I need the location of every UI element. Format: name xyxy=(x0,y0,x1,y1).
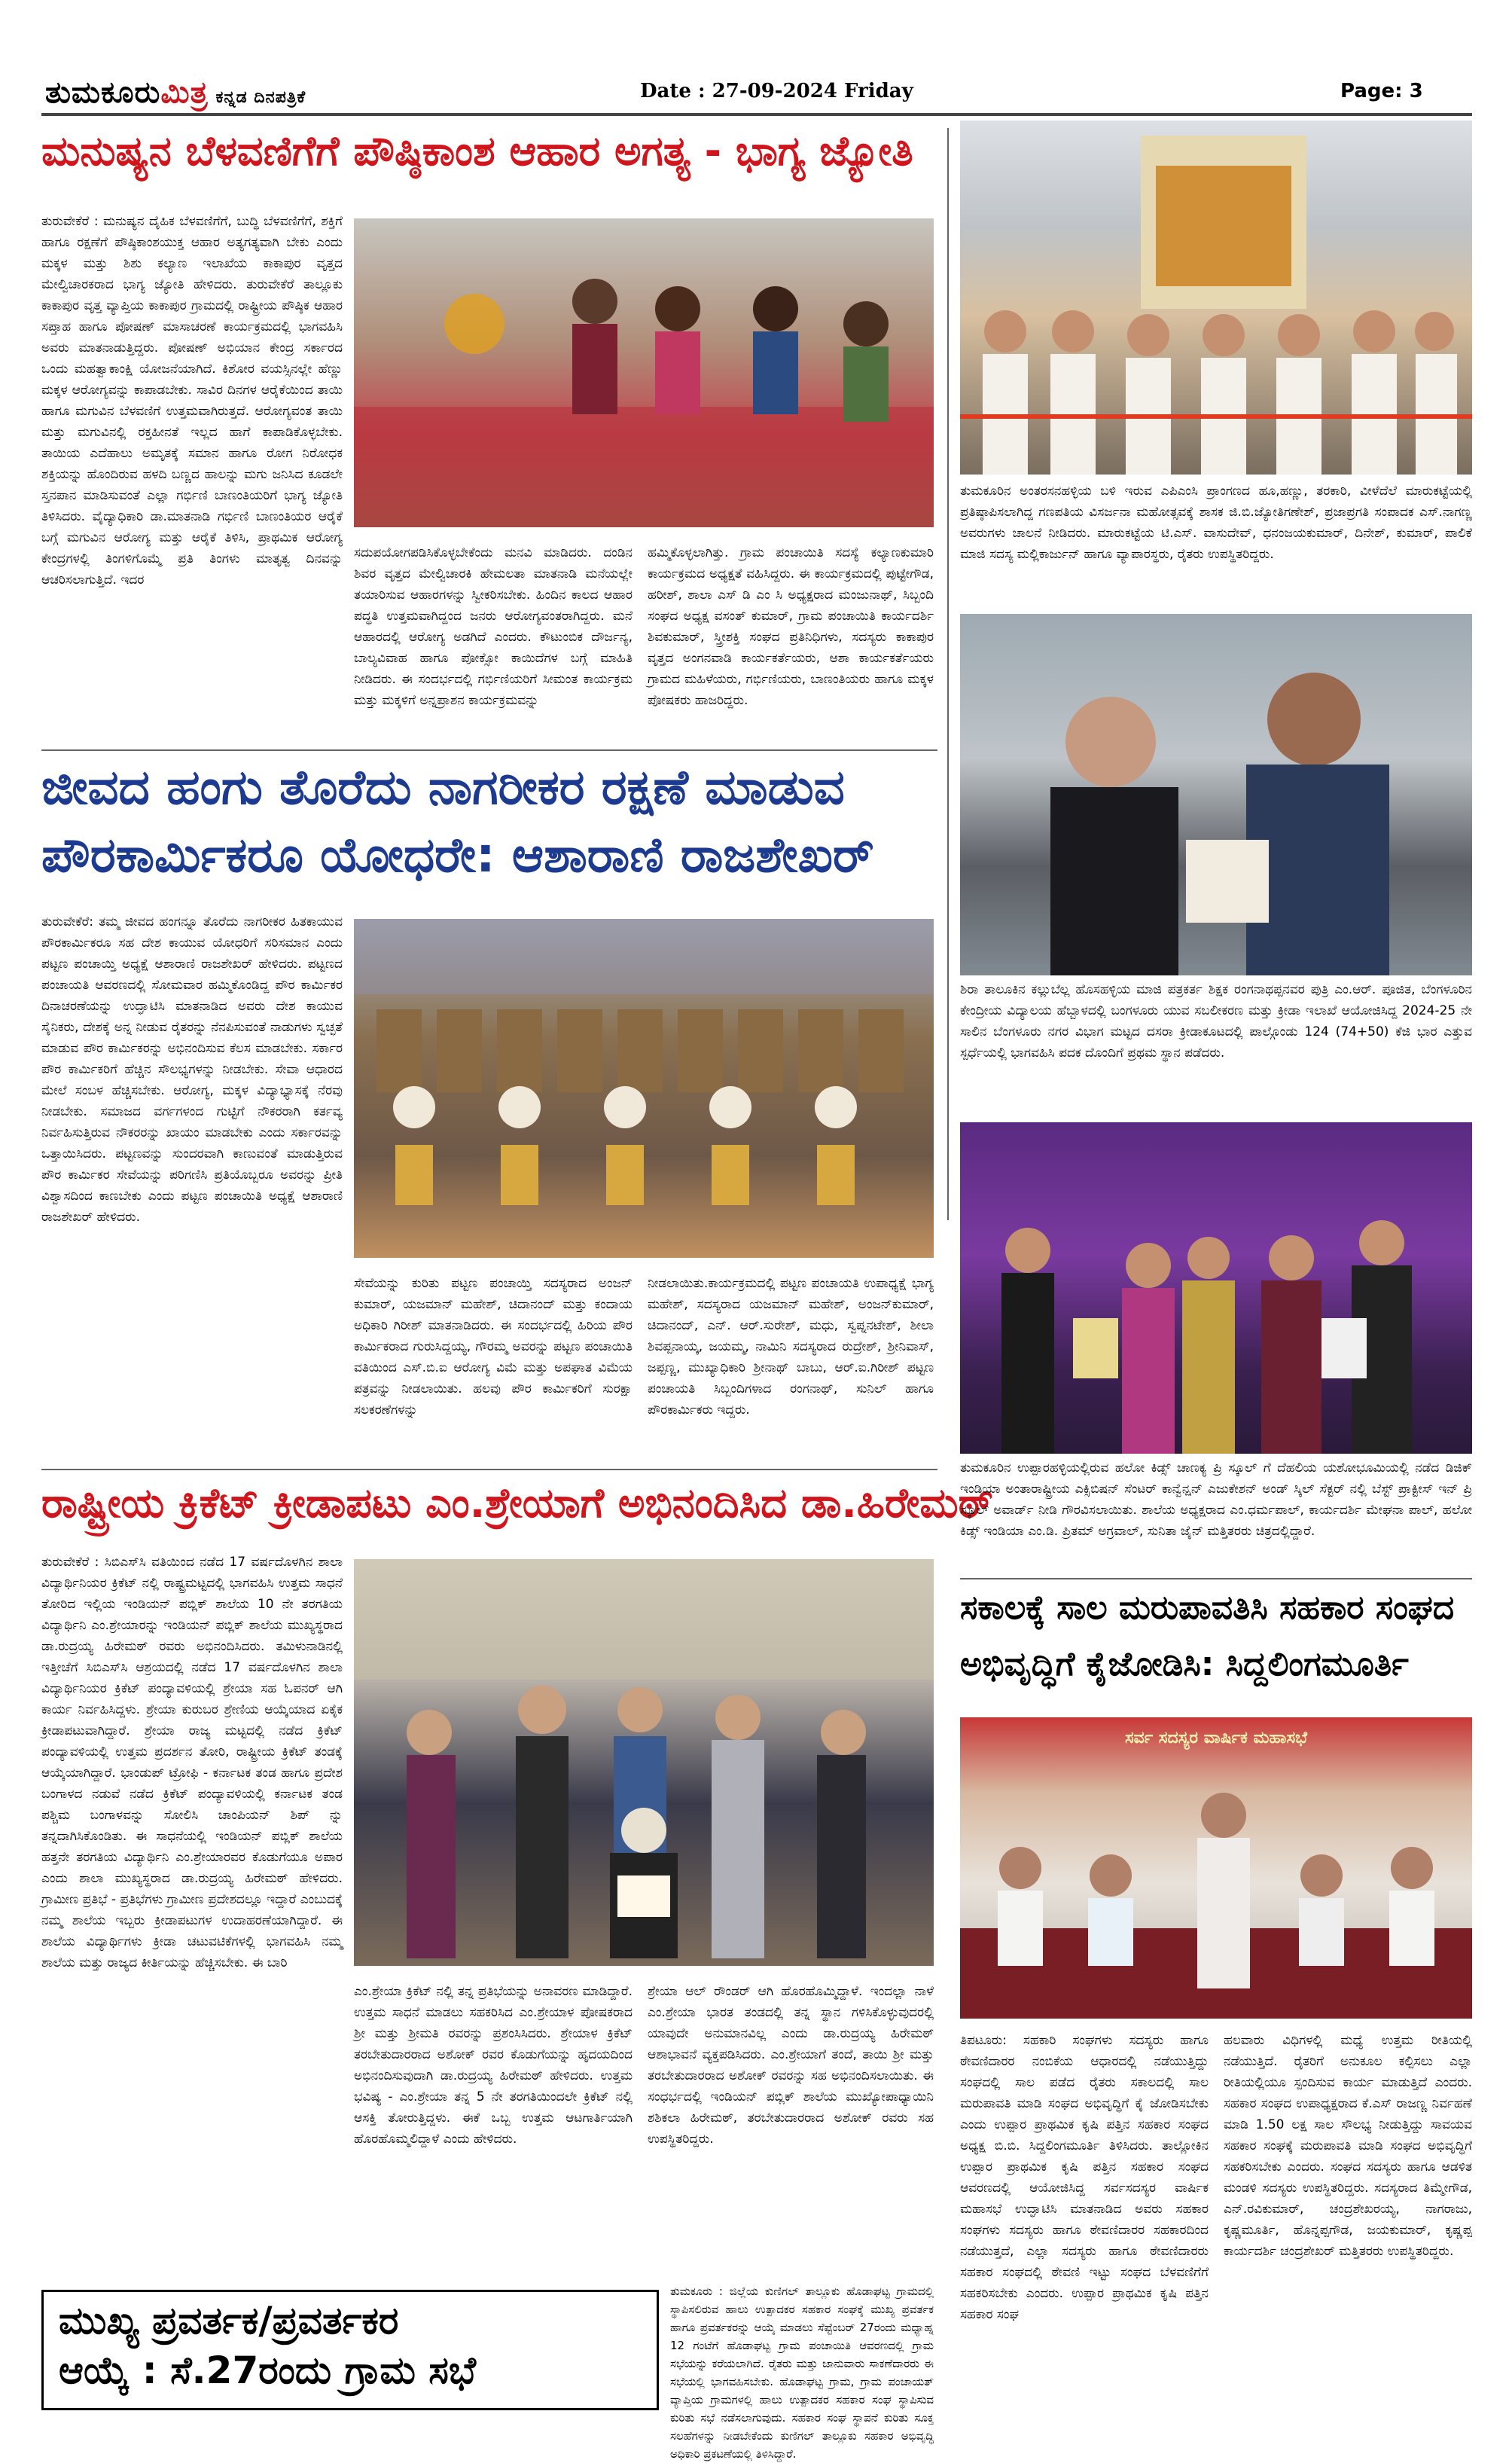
page-number: Page: 3 xyxy=(1340,80,1423,102)
article2-column-1: ತುರುವೇಕೆರೆ: ತಮ್ಮ ಜೀವದ ಹಂಗನ್ನೂ ತೊರೆದು ನಾಗರೀಕರ ಹಿತಕಾಯುವ ಪೌರಕಾರ್ಮಿಕರೂ ಸಹ ದೇಶ ಕಾಯುವ ಯೋಧರಿಗೆ ಸರಿಸಮಾನ ಎಂದು ಪಟ್ಟಣ ಪಂಚಾಯ್ತಿ ಅಧ್ಯಕ್ಷೆ ಆಶಾರಾಣಿ ರಾಜಶೇಖರ್ ಹೇಳಿದರು. ಪಟ್ಟಣದ ಪಂಚಾಯತಿ ಆವರಣದಲ್ಲಿ ಸೋಮವಾರ ಹಮ್ಮಿಕೊಂಡಿದ್ದ ಪೌರ ಕಾರ್ಮಿಕರ ದಿನಾಚರಣೆಯನ್ನು ಉದ್ಘಾಟಿಸಿ ಮಾತನಾಡಿದ ಅವರು ದೇಶ ಕಾಯುವ ಸೈನಿಕರು, ದೇಶಕ್ಕೆ ಅನ್ನ ನೀಡುವ ರೈತರನ್ನು ನೆನಪಿಸುವಂತೆ ನಾಡುಗಳು ಸ್ವಚ್ಛತೆ ಮಾಡುವ ಪೌರ ಕಾರ್ಮಿಕರನ್ನು ಅಭಿನಂದಿಸುವ ಕೆಲಸ ಮಾಡಬೇಕು. ಸರ್ಕಾರ ಪೌರ ಕಾರ್ಮಿಕರಿಗೆ ಹೆಚ್ಚಿನ ಸೌಲಭ್ಯಗಳನ್ನು ನೀಡಬೇಕು. ಸೇವಾ ಆಧಾರದ ಮೇಲೆ ಸಂಬಳ ಹೆಚ್ಚಿಸಬೇಕು. ಆರೋಗ್ಯ, ಮಕ್ಕಳ ವಿದ್ಯಾಭ್ಯಾಸಕ್ಕೆ ನೆರವು ನೀಡಬೇಕು. ಸಮಾಜದ ವರ್ಗಗಳಂದ ಗುಟ್ಟಿಗೆ ನೌಕರರಾಗಿ ಕರ್ತವ್ಯ ನಿರ್ವಹಿಸುತ್ತಿರುವ ನೌಕರರನ್ನು ಖಾಯಂ ಮಾಡಬೇಕು ಎಂದು ಸರ್ಕಾರವನ್ನು ಒತ್ತಾಯಿಸಿದರು. ಪಟ್ಟಣವನ್ನು ಸುಂದರವಾಗಿ ಕಾಣುವಂತೆ ಮಾಡುತ್ತಿರುವ ಪೌರ ಕಾರ್ಮಿಕರ ಸೇವೆಯನ್ನು ಪರಿಗಣಿಸಿ ಪ್ರತಿಯೊಬ್ಬರೂ ಅವರನ್ನು ಪ್ರೀತಿ ವಿಶ್ವಾಸದಿಂದ ಕಾಣಬೇಕು ಎಂದು ಪಟ್ಟಣ ಪಂಚಾಯಿತಿ ಅಧ್ಯಕ್ಷೆ ಆಶಾರಾಣಿ ರಾಜಶೇಖರ್ ಹೇಳಿದರು. xyxy=(41,914,343,1225)
article2-column-3: ನೀಡಲಾಯಿತು.ಕಾರ್ಯಕ್ರಮದಲ್ಲಿ ಪಟ್ಟಣ ಪಂಚಾಯತಿ ಉಪಾಧ್ಯಕ್ಷೆ ಭಾಗ್ಯ ಮಹೇಶ್, ಸದಸ್ಯರಾದ ಯಜಮಾನ್ ಮಹೇಶ್, ಅಂಜನ್‌ಕುಮಾರ್, ಚಿದಾನಂದ್, ಎನ್. ಆರ್.ಸುರೇಶ್, ಮಧು, ಸ್ವಪ್ನನಟೇಶ್, ಶೀಲಾ ಶಿವಪ್ಪನಾಯ್ಕ, ಜಯಮ್ಮ, ನಾಮಿನಿ ಸದಸ್ಯರಾದ ರುದ್ರೇಶ್, ಶ್ರೀನಿವಾಸ್, ಜಪ್ಪಣ್ಣ, ಮುಖ್ಯಾಧಿಕಾರಿ ಶ್ರೀನಾಥ್ ಬಾಬು, ಆರ್.ಐ.ಗಿರೀಶ್ ಪಟ್ಟಣ ಪಂಚಾಯತಿ ಸಿಬ್ಬಂದಿಗಳಾದ ರಂಗನಾಥ್, ಸುನಿಲ್ ಹಾಗೂ ಪೌರಕಾರ್ಮಿಕರು ಇದ್ದರು. xyxy=(648,1276,934,1418)
article4-headline-line2: ಆಯ್ಕೆ : ಸೆ.27ರಂದು ಗ್ರಾಮ ಸಭೆ xyxy=(59,2349,476,2392)
hello-kids-photo-art xyxy=(960,1122,1472,1454)
article4-body: ತುಮಕೂರು : ಜಿಲ್ಲೆಯ ಕುಣಿಗಲ್ ತಾಲ್ಲೂಕು ಹೊಡಾಘಟ್ಟ ಗ್ರಾಮದಲ್ಲಿ ಸ್ಥಾಪಿಸಲಿರುವ ಹಾಲು ಉತ್ಪಾದಕರ ಸಹಕಾರ ಸಂಘಕ್ಕೆ ಮುಖ್ಯ ಪ್ರವರ್ತಕ ಹಾಗೂ ಪ್ರವರ್ತಕರನ್ನು ಆಯ್ಕೆ ಮಾಡಲು ಸೆಪ್ಟೆಂಬರ್ 27ರಂದು ಮಧ್ಯಾಹ್ನ 12 ಗಂಟೆಗೆ ಹೊಡಾಘಟ್ಟ ಗ್ರಾಮ ಪಂಚಾಯಿತಿ ಆವರಣದಲ್ಲಿ ಗ್ರಾಮ ಸಭೆಯನ್ನು ಕರೆಯಲಾಗಿದೆ. ರೈತರು ಮತ್ತು ಜಾನುವಾರು ಸಾಕಣೆದಾರರು ಈ ಸಭೆಯಲ್ಲಿ ಭಾಗವಹಿಸಬೇಕು. ಹೊಡಾಘಟ್ಟ ಗ್ರಾಮ, ಗ್ರಾಮ ಪಂಚಾಯತ್ ವ್ಯಾಪ್ತಿಯ ಗ್ರಾಮಗಳಲ್ಲಿ ಹಾಲು ಉತ್ಪಾದಕರ ಸಹಕಾರ ಸಂಘ ಸ್ಥಾಪಿಸುವ ಕುರಿತು ಸಭೆ ನಡೆಸಲಾಗುವುದು. ಸಹಕಾರ ಸಂಘ ಸ್ಥಾಪನೆ ಕುರಿತು ಸೂಕ್ತ ಸಲಹೆಗಳನ್ನು ನೀಡಬೇಕೆಂದು ಕುಣಿಗಲ್ ತಾಲ್ಲೂಕು ಸಹಕಾರ ಅಭಿವೃದ್ಧಿ ಅಧಿಕಾರಿ ಪ್ರಕಟಣೆಯಲ್ಲಿ ತಿಳಿಸಿದ್ದಾರೆ. xyxy=(670,2284,934,2461)
article1-column-1: ತುರುವೇಕೆರೆ : ಮನುಷ್ಯನ ದೈಹಿಕ ಬೆಳವಣಿಗೆಗೆ, ಬುದ್ಧಿ ಬೆಳವಣಿಗೆಗೆ, ಶಕ್ತಿಗೆ ಹಾಗೂ ರಕ್ಷಣೆಗೆ ಪೌಷ್ಠಿಕಾಂಶಯುಕ್ತ ಆಹಾರ ಅತ್ಯಗತ್ಯವಾಗಿ ಬೇಕು ಎಂದು ಮಕ್ಕಳ ಮತ್ತು ಶಿಶು ಕಲ್ಯಾಣ ಇಲಾಖೆಯ ಕಾಕಾಪುರ ವೃತ್ತದ ಮೇಲ್ವಿಚಾರಕರಾದ ಭಾಗ್ಯ ಜ್ಯೋತಿ ಹೇಳಿದರು. ತುರುವೇಕೆರೆ ತಾಲ್ಲೂಕು ಕಾಕಾಪುರ ವೃತ್ತ ವ್ಯಾಪ್ತಿಯ ಕಾಕಾಪುರ ಗ್ರಾಮದಲ್ಲಿ ರಾಷ್ಟ್ರೀಯ ಪೌಷ್ಠಿಕ ಆಹಾರ ಸಪ್ತಾಹ ಹಾಗೂ ಪೋಷಣ್ ಮಾಸಾಚರಣೆ ಕಾರ್ಯಕ್ರಮದಲ್ಲಿ ಭಾಗವಹಿಸಿ ಅವರು ಮಾತನಾಡುತ್ತಿದ್ದರು. ಪೋಷಣ್ ಅಭಿಯಾನ ಕೇಂದ್ರ ಸರ್ಕಾರದ ಒಂದು ಮಹತ್ವಾಕಾಂಕ್ಷಿ ಯೋಜನೆಯಾಗಿದೆ. ಕಿಶೋರ ವಯಸ್ಸಿನಲ್ಲೇ ಹೆಣ್ಣು ಮಕ್ಕಳ ಆರೋಗ್ಯವನ್ನು ಕಾಪಾಡಬೇಕು. ಸಾವಿರ ದಿನಗಳ ಆರೈಕೆಯಿಂದ ತಾಯಿ ಹಾಗೂ ಮಗುವಿನ ಬೆಳವಣಿಗೆ ಉತ್ತಮವಾಗಿರುತ್ತದೆ. ಆರೋಗ್ಯವಂತ ತಾಯಿ ಮತ್ತು ಮಗುವಿನಲ್ಲಿ ರಕ್ತಹೀನತೆ ಇಲ್ಲದ ಹಾಗೆ ಕಾಪಾಡಿಕೊಳ್ಳಬೇಕು. ತಾಯಿಯ ಎದೆಹಾಲು ಅಮೃತಕ್ಕೆ ಸಮಾನ ಹಾಗೂ ರೋಗ ನಿರೋಧಕ ಶಕ್ತಿಯನ್ನು ಹೊಂದಿರುವ ಹಳದಿ ಬಣ್ಣದ ಹಾಲನ್ನು ಮಗು ಜನಿಸಿದ ಕೂಡಲೇ ಸ್ತನಪಾನ ಮಾಡಿಸುವಂತೆ ಎಲ್ಲಾ ಗರ್ಭಿಣಿ ಬಾಣಂತಿಯರಿಗೆ ಭಾಗ್ಯ ಜ್ಯೋತಿ ತಿಳಿಸಿದರು. ವೈದ್ಯಾಧಿಕಾರಿ ಡಾ.ಮಾತನಾಡಿ ಗರ್ಭಿಣಿ ಬಾಣಂತಿಯರ ಆರೈಕೆ ಬಗ್ಗೆ ಮಗುವಿನ ಆರೋಗ್ಯ ಮತ್ತು ಆರೈಕೆ ತಿಳಿಸಿ, ಪ್ರಾಥಮಿಕ ಆರೋಗ್ಯ ಕೇಂದ್ರಗಳಲ್ಲಿ ತಿಂಗಳಿಗೊಮ್ಮೆ ಪ್ರತಿ ತಿಂಗಳು ಮಾತೃತ್ವ ದಿನವನ್ನು ಆಚರಿಸಲಾಗುತ್ತಿದೆ. ಇದರ xyxy=(41,214,343,588)
article3-column-3: ಶ್ರೇಯಾ ಆಲ್ ರೌಂಡರ್ ಆಗಿ ಹೊರಹೊಮ್ಮಿದ್ದಾಳೆ. ಇಂದಲ್ಲಾ ನಾಳೆ ಎಂ.ಶ್ರೇಯಾ ಭಾರತ ತಂಡದಲ್ಲಿ ತನ್ನ ಸ್ಥಾನ ಗಳಿಸಿಕೊಳ್ಳುವುದರಲ್ಲಿ ಯಾವುದೇ ಅನುಮಾನವಿಲ್ಲ ಎಂದು ಡಾ.ರುದ್ರಯ್ಯ ಹಿರೇಮಠ್ ಆಶಾಭಾವನೆ ವ್ಯಕ್ತಪಡಿಸಿದರು. ಎಂ.ಶ್ರೇಯಾಗೆ ತಂದೆ, ತಾಯಿ ಶ್ರೀ ಮತ್ತು ತರಬೇತುದಾರರಾದ ಅಶೋಕ್ ರವರನ್ನು ಸಹ ಅಭಿನಂದಿಸಲಾಯಿತು. ಈ ಸಂಧರ್ಭದಲ್ಲಿ ಇಂಡಿಯನ್ ಪಬ್ಲಿಕ್ ಶಾಲೆಯ ಮುಖ್ಯೋಪಾಧ್ಯಾಯಿನಿ ಶಶಿಕಲಾ ಹಿರೇಮಠ್, ತರಬೇತುದಾರರಾದ ಅಶೋಕ್ ರವರು ಸಹ ಉಪಸ್ಥಿತರಿದ್ದರು. xyxy=(648,1984,934,2147)
pourakarmika-felicitation-photo xyxy=(354,919,934,1258)
hello-kids-caption: ತುಮಕೂರಿನ ಉಪ್ಪಾರಹಳ್ಳಿಯಲ್ಲಿರುವ ಹಲೋ ಕಿಡ್ಸ್ ಚಾಣಕ್ಯ ಪ್ರಿ ಸ್ಕೂಲ್ ಗೆ ದೆಹಲಿಯ ಯಶೋಭೂಮಿಯಲ್ಲಿ ನಡೆದ ಡಿಜಿಕ್ ಇಂಡಿಯಾ ಅಂತಾರಾಷ್ಟ್ರೀಯ ಎಕ್ಸಿಬಿಷನ್ ಸೆಂಟರ್ ಕಾನ್ವೆನ್ಷನ್ ಎಜುಕೇಶನ್ ಅಂಡ್ ಸ್ಕಿಲ್ ಸೆಕ್ಟರ್ ನಲ್ಲಿ ಬೆಸ್ಟ್ ಪ್ರಾಕ್ಟೀಸ್ ಇನ್ ಪ್ರಿ ಸ್ಕೂಲ್ ಅವಾರ್ಡ್ ನೀಡಿ ಗೌರವಿಸಲಾಯಿತು. ಶಾಲೆಯ ಅಧ್ಯಕ್ಷರಾದ ಎಂ.ಧರ್ಮಪಾಲ್, ಕಾರ್ಯದರ್ಶಿ ಮೇಘನಾ ಪಾಲ್, ಹಲೋ ಕಿಡ್ಸ್ ಇಂಡಿಯಾ ಎಂ.ಡಿ. ಪ್ರಿತಮ್ ಅಗ್ರವಾಲ್, ಸುನಿತಾ ಜೈನ್ ಮತ್ತಿತರರು ಚಿತ್ರದಲ್ಲಿದ್ದಾರೆ. xyxy=(960,1460,1472,1539)
article2-photo xyxy=(354,919,934,1258)
article5-headline-line1: ಸಕಾಲಕ್ಕೆ ಸಾಲ ಮರುಪಾವತಿಸಿ ಸಹಕಾರ ಸಂಘದ xyxy=(960,1589,1455,1627)
logo-tagline: ಕನ್ನಡ ದಿನಪತ್ರಿಕೆ xyxy=(215,88,306,107)
weightlifting-caption: ಶಿರಾ ತಾಲೂಕಿನ ಕಲ್ಲುಬೆಲ್ಲ ಹೊಸಹಳ್ಳಿಯ ಮಾಜಿ ಪತ್ರಕರ್ತ ಶಿಕ್ಷಕ ರಂಗನಾಥಪ್ಪನವರ ಪುತ್ರಿ ಎಂ.ಆರ್. ಪೂಜಿತ, ಬೆಂಗಳೂರಿನ ಕೇಂದ್ರೀಯ ವಿದ್ಯಾಲಯ ಹೆಬ್ಬಾಳದಲ್ಲಿ ಬಂಗಳೂರು ಯುವ ಸಬಲೀಕರಣ ಮತ್ತು ಕ್ರೀಡಾ ಇಲಾಖೆ ಆಯೋಜಿಸಿದ್ದ 2024-25 ನೇ ಸಾಲಿನ ಬೆಂಗಳೂರು ನಗರ ವಿಭಾಗ ಮಟ್ಟದ ದಸರಾ ಕ್ರೀಡಾಕೂಟದಲ್ಲಿ ಪಾಲ್ಗೊಂಡು 124 (74+50) ಕೆಜಿ ಭಾರ ಎತ್ತುವ ಸ್ಪರ್ಧೆಯಲ್ಲಿ ಭಾಗವಹಿಸಿ ಪದಕ ದೊಂದಿಗೆ ಪ್ರಥಮ ಸ್ಥಾನ ಪಡೆದರು. xyxy=(960,982,1472,1061)
masthead-rule xyxy=(41,113,1472,116)
article4-headline-line1: ಮುಖ್ಯ ಪ್ರವರ್ತಕ/ಪ್ರವರ್ತಕರ xyxy=(59,2299,399,2342)
article2-column-2: ಸೇವೆಯನ್ನು ಕುರಿತು ಪಟ್ಟಣ ಪಂಚಾಯ್ತಿ ಸದಸ್ಯರಾದ ಅಂಜನ್ ಕುಮಾರ್, ಯಜಮಾನ್ ಮಹೇಶ್, ಚಿದಾನಂದ್ ಮತ್ತು ಕಂದಾಯ ಅಧಿಕಾರಿ ಗಿರೀಶ್ ಮಾತನಾಡಿದರು. ಈ ಸಂದರ್ಭದಲ್ಲಿ ಹಿರಿಯ ಪೌರ ಕಾರ್ಮಿಕರಾದ ಗುರುಸಿದ್ದಯ್ಯ, ಗೌರಮ್ಮ ಅವರನ್ನು ಪಟ್ಟಣ ಪಂಚಾಯಿತಿ ವತಿಯಿಂದ ಎಸ್.ಬಿ.ಐ ಆರೋಗ್ಯ ವಿಮೆ ಮತ್ತು ಅಪಘಾತ ವಿಮೆಯ ಪತ್ರವನ್ನು ನೀಡಲಾಯಿತು. ಹಲವು ಪೌರ ಕಾರ್ಮಿಕರಿಗೆ ಸುರಕ್ಷಾ ಸಲಕರಣೆಗಳನ್ನು xyxy=(354,1276,633,1418)
logo-part2: ಮಿತ್ರ xyxy=(160,75,209,110)
cricket-felicitation-photo xyxy=(354,1559,934,1966)
meeting-banner-text: ಸರ್ವ ಸದಸ್ಯರ ವಾರ್ಷಿಕ ಮಹಾಸಭೆ xyxy=(1124,1729,1308,1747)
article3-column-1: ತುರುವೇಕೆರೆ : ಸಿಬಿಎಸ್‌ಸಿ ವತಿಯಿಂದ ನಡೆದ 17 ವರ್ಷದೊಳಗಿನ ಶಾಲಾ ವಿದ್ಯಾರ್ಥಿನಿಯರ ಕ್ರಿಕೆಟ್ ನಲ್ಲಿ ರಾಷ್ಟ್ರಮಟ್ಟದಲ್ಲಿ ಭಾಗವಹಿಸಿ ಉತ್ತಮ ಸಾಧನೆ ತೋರಿದ ಇಲ್ಲಿಯ ಇಂಡಿಯನ್ ಪಬ್ಲಿಕ್ ಶಾಲೆಯ 10 ನೇ ತರಗತಿಯ ವಿದ್ಯಾರ್ಥಿನಿ ಎಂ.ಶ್ರೇಯಾರನ್ನು ಇಂಡಿಯನ್ ಪಬ್ಲಿಕ್ ಶಾಲೆಯ ಮುಖ್ಯಸ್ಥರಾದ ಡಾ.ರುದ್ರಯ್ಯ ಹಿರೇಮಠ್ ರವರು ಅಭಿನಂದಿಸಿದರು. ತಮಿಳುನಾಡಿನಲ್ಲಿ ಇತ್ತೀಚೆಗೆ ಸಿಬಿಎಸ್‌ಸಿ ಆಶ್ರಯದಲ್ಲಿ ನಡೆದ 17 ವರ್ಷದೊಳಗಿನ ಶಾಲಾ ವಿದ್ಯಾರ್ಥಿನಿಯರ ಕ್ರಿಕೆಟ್ ಪಂದ್ಯಾವಳಿಯಲ್ಲಿ ಶ್ರೇಯಾ ಸಹ ಓಪನರ್ ಆಗಿ ಕಾರ್ಯ ನಿರ್ವಹಿಸಿದ್ದಳು. ಶ್ರೇಯಾ ಕುರುಬರ ಶ್ರೇಣಿಯ ಆಯ್ಕೆಯಾದ ಏಕೈಕ ಕ್ರೀಡಾಪಟುವಾಗಿದ್ದಾರೆ. ಶ್ರೇಯಾ ರಾಜ್ಯ ಮಟ್ಟದಲ್ಲಿ ನಡೆದ ಕ್ರಿಕೆಟ್ ಪಂದ್ಯಾವಳಿಯಲ್ಲಿ ಉತ್ತಮ ಪ್ರದರ್ಶನ ತೋರಿ, ರಾಷ್ಟ್ರೀಯ ಕ್ರಿಕೆಟ್ ತಂಡಕ್ಕೆ ಆಯ್ಕೆಯಾಗಿದ್ದಾರೆ. ಭಾಂಡುಪ್ ಟ್ರೋಫಿ - ಕರ್ನಾಟಕ ತಂಡ ಹಾಗೂ ಪ್ರದೇಶ ಬಂಗಾಳದ ನಡುವೆ ನಡೆದ ಕ್ರಿಕೆಟ್ ಪಂದ್ಯಾವಳಿಯಲ್ಲಿ ಕರ್ನಾಟಕ ತಂಡ ಪಶ್ಚಿಮ ಬಂಗಾಳವನ್ನು ಸೋಲಿಸಿ ಚಾಂಪಿಯನ್ ಶಿಪ್ ನ್ನು ತನ್ನದಾಗಿಸಿಕೊಂಡಿತು. ಈ ಸಾಧನೆಯಲ್ಲಿ ಇಂಡಿಯನ್ ಪಬ್ಲಿಕ್ ಶಾಲೆಯ ಹತ್ತನೇ ತರಗತಿಯ ವಿದ್ಯಾರ್ಥಿನಿ ಎಂ.ಶ್ರೇಯಾರವರ ಕೊಡುಗೆಯೂ ಅಪಾರ ಎಂದು ಶಾಲಾ ಮುಖ್ಯಸ್ಥರಾದ ಡಾ.ರುದ್ರಯ್ಯ ಹಿರೇಮಠ್ ಹೇಳಿದರು. ಗ್ರಾಮೀಣ ಪ್ರತಿಭೆ - ಪ್ರತಿಭೆಗಳು ಗ್ರಾಮೀಣ ಪ್ರದೇಶದಲ್ಲೂ ಇದ್ದಾರೆ ಎಂಬುದಕ್ಕೆ ನಮ್ಮ ಶಾಲೆಯ ಇಬ್ಬರು ಕ್ರೀಡಾಪಟುಗಳ ಉದಾಹರಣೆಯಾಗಿದ್ದಾರೆ. ಈ ಶಾಲೆಯ ವಿದ್ಯಾರ್ಥಿಗಳು ಕ್ರೀಡಾ ಚಟುವಟಿಕೆಗಳಲ್ಲಿ ಭಾಗವಹಿಸಿ ನಮ್ಮ ಶಾಲೆಯ ಮತ್ತು ರಾಜ್ಯದ ಕೀರ್ತಿಯನ್ನು ಹೆಚ್ಚಿಸಬೇಕು. ಈ ಬಾರಿ xyxy=(41,1555,343,1970)
cooperative-meeting-photo xyxy=(960,1717,1472,2019)
article1-divider xyxy=(41,749,937,751)
article3-photo xyxy=(354,1559,934,1966)
article5-column-1: ತಿಪಟೂರು: ಸಹಕಾರಿ ಸಂಘಗಳು ಸದಸ್ಯರು ಹಾಗೂ ಠೇವಣಿದಾರರ ನಂಬಿಕೆಯ ಆಧಾರದಲ್ಲಿ ನಡೆಯುತ್ತಿದ್ದು ಸಂಘದಲ್ಲಿ ಸಾಲ ಪಡೆದ ರೈತರು ಸಕಾಲದಲ್ಲಿ ಸಾಲ ಮರುಪಾವತಿ ಮಾಡಿ ಸಂಘದ ಅಭಿವೃದ್ಧಿಗೆ ಕೈ ಜೋಡಿಸಬೇಕು ಎಂದು ಉಪ್ಪಾರ ಪ್ರಾಥಮಿಕ ಕೃಷಿ ಪತ್ತಿನ ಸಹಕಾರ ಸಂಘದ ಅಧ್ಯಕ್ಷ ಬಿ.ಬಿ. ಸಿದ್ದಲಿಂಗಮೂರ್ತಿ ತಿಳಿಸಿದರು. ತಾಲ್ಲೋಕಿನ ಉಪ್ಪಾರ ಪ್ರಾಥಮಿಕ ಕೃಷಿ ಪತ್ತಿನ ಸಹಕಾರ ಸಂಘದ ಆವರಣದಲ್ಲಿ ಆಯೋಜಿಸಿದ್ದ ಸರ್ವಸದಸ್ಯರ ವಾರ್ಷಿಕ ಮಹಾಸಭೆ ಉದ್ಘಾಟಿಸಿ ಮಾತನಾಡಿದ ಅವರು ಸಹಕಾರ ಸಂಘಗಳು ಸದಸ್ಯರು ಹಾಗೂ ಠೇವಣಿದಾರರ ಸಹಕಾರದಿಂದ ನಡೆಯುತ್ತದೆ, ಎಲ್ಲಾ ಸದಸ್ಯರು ಹಾಗೂ ಠೇವಣಿದಾರರು ಸಹಕಾರ ಸಂಘದಲ್ಲಿ ಠೇವಣಿ ಇಟ್ಟು ಸಂಘದ ಬೆಳವಣಿಗೆಗೆ ಸಹಕರಿಸಬೇಕು ಎಂದರು. ಉಪ್ಪಾರ ಪ್ರಾಥಮಿಕ ಕೃಷಿ ಪತ್ತಿನ ಸಹಕಾರ ಸಂಘ xyxy=(960,2033,1209,2322)
article5-column-2: ಹಲವಾರು ವಿಧಿಗಳಲ್ಲಿ ಮಧ್ಯೆ ಉತ್ತಮ ರೀತಿಯಲ್ಲಿ ನಡೆಯುತ್ತಿದೆ. ರೈತರಿಗೆ ಅನುಕೂಲ ಕಲ್ಪಿಸಲು ಎಲ್ಲಾ ರೀತಿಯಲ್ಲಿಯೂ ಸ್ಪಂದಿಸುವ ಕಾರ್ಯ ಮಾಡುತ್ತಿದೆ ಎಂದರು. ಸಹಕಾರ ಸಂಘದ ಉಪಾಧ್ಯಕ್ಷರಾದ ಕೆ.ಎಸ್ ರಾಜಣ್ಣ ನಿರ್ವಹಣೆ ಮಾಡಿ 1.50 ಲಕ್ಷ ಸಾಲ ಸೌಲಭ್ಯ ನೀಡುತ್ತಿದ್ದು ಸಾವಯವ ಸಹಕಾರ ಸಂಘಕ್ಕೆ ಮರುಪಾವತಿ ಮಾಡಿ ಸಂಘದ ಅಭಿವೃದ್ಧಿಗೆ ಸಹಕರಿಸಬೇಕು ಎಂದರು. ಸಂಘದ ಸದಸ್ಯರು ಹಾಗೂ ಆಡಳಿತ ಮಂಡಳಿ ಸದಸ್ಯರು ಉಪಸ್ಥಿತರಿದ್ದರು. ಸದಸ್ಯರಾದ ತಿಮ್ಮೇಗೌಡ, ಎನ್.ರವಿಕುಮಾರ್, ಚಂದ್ರಶೇಖರಯ್ಯ, ನಾಗರಾಜು, ಕೃಷ್ಣಮೂರ್ತಿ, ಹೊನ್ನಪ್ಪಗೌಡ, ಜಯಕುಮಾರ್, ಕೃಷ್ಣಪ್ಪ ಕಾರ್ಯದರ್ಶಿ ಚಂದ್ರಶೇಖರ್ ಮತ್ತಿತರರು ಉಪಸ್ಥಿತರಿದ್ದರು. xyxy=(1224,2033,1472,2259)
weightlifting-photo-art xyxy=(960,614,1472,975)
article3-headline: ರಾಷ್ಟ್ರೀಯ ಕ್ರಿಕೆಟ್ ಕ್ರೀಡಾಪಟು ಎಂ.ಶ್ರೇಯಾಗೆ ಅಭಿನಂದಿಸಿದ ಡಾ.ಹಿರೇಮಠ್ xyxy=(41,1479,993,1527)
hello-kids-award-photo xyxy=(960,1122,1472,1454)
ganesha-immersion-photo xyxy=(960,121,1472,475)
article2-headline-line1: ಜೀವದ ಹಂಗು ತೊರೆದು ನಾಗರೀಕರ ರಕ್ಷಣೆ ಮಾಡುವ xyxy=(41,760,845,816)
issue-date: Date : 27-09-2024 Friday xyxy=(640,80,913,102)
article2-headline-line2: ಪೌರಕಾರ್ಮಿಕರೂ ಯೋಧರೇ: ಆಶಾರಾಣಿ ರಾಜಶೇಖರ್ xyxy=(41,828,874,884)
ganesha-caption: ತುಮಕೂರಿನ ಅಂತರಸನಹಳ್ಳಿಯ ಬಳಿ ಇರುವ ಎಪಿಎಂಸಿ ಪ್ರಾಂಗಣದ ಹೂ,ಹಣ್ಣು, ತರಕಾರಿ, ವೀಳೆದೆಲೆ ಮಾರುಕಟ್ಟೆಯಲ್ಲಿ ಪ್ರತಿಷ್ಠಾಪಿಸಲಾಗಿದ್ದ ಗಣಪತಿಯ ವಿಸರ್ಜನಾ ಮಹೋತ್ಸವಕ್ಕೆ ಶಾಸಕ ಜಿ.ಬಿ.ಜ್ಯೋತಿಗಣೇಶ್, ಪ್ರಜಾಪ್ರಗತಿ ಸಂಪಾದಕ ಎಸ್.ನಾಗಣ್ಣ ಅವರುಗಳು ಚಾಲನೆ ನೀಡಿದರು. ಮಾರುಕಟ್ಟೆಯ ಟಿ.ಎಸ್. ವಾಸುದೇವ್, ಧನಂಜಯಕುಮಾರ್, ದಿನೇಶ್, ಕುಮಾರ್, ಪಾಲಿಕೆ ಮಾಜಿ ಸದಸ್ಯ ಮಲ್ಲಿಕಾರ್ಜುನ್ ಹಾಗೂ ವ್ಯಾಪಾರಸ್ಥರು, ರೈತರು ಉಪಸ್ಥಿತರಿದ್ದರು. xyxy=(960,484,1472,562)
article1-photo xyxy=(354,218,934,527)
logo-part1: ತುಮಕೂರು xyxy=(45,75,161,110)
masthead-logo xyxy=(45,75,306,110)
article5-headline-line2: ಅಭಿವೃದ್ಧಿಗೆ ಕೈಜೋಡಿಸಿ: ಸಿದ್ದಲಿಂಗಮೂರ್ತಿ xyxy=(960,1645,1409,1683)
nutrition-event-photo xyxy=(354,218,934,527)
weightlifting-photo xyxy=(960,614,1472,975)
article1-column-3: ಹಮ್ಮಿಕೊಳ್ಳಲಾಗಿತ್ತು. ಗ್ರಾಮ ಪಂಚಾಯಿತಿ ಸದಸ್ಯೆ ಕಲ್ಯಾಣಕುಮಾರಿ ಕಾರ್ಯಕ್ರಮದ ಅಧ್ಯಕ್ಷತೆ ವಹಿಸಿದ್ದರು. ಈ ಕಾರ್ಯಕ್ರಮದಲ್ಲಿ ಪುಟ್ಟೇಗೌಡ, ಹರೀಶ್, ಶಾಲಾ ಎಸ್ ಡಿ ಎಂ ಸಿ ಅಧ್ಯಕ್ಷರಾದ ಮಂಜುನಾಥ್, ಸಿಬ್ಬಂದಿ ಸಂಘದ ಅಧ್ಯಕ್ಷ ವಸಂತ್ ಕುಮಾರ್, ಗ್ರಾಮ ಪಂಚಾಯಿತಿ ಕಾರ್ಯದರ್ಶಿ ಶಿವಕುಮಾರ್, ಸ್ತ್ರೀಶಕ್ತಿ ಸಂಘದ ಪ್ರತಿನಿಧಿಗಳು, ಸದಸ್ಯರು ಕಾಕಾಪುರ ವೃತ್ತದ ಅಂಗನವಾಡಿ ಕಾರ್ಯಕರ್ತೆಯರು, ಆಶಾ ಕಾರ್ಯಕರ್ತೆಯರು ಗ್ರಾಮದ ಮಹಿಳೆಯರು, ಗರ್ಭಿಣಿಯರು, ಬಾಣಂತಿಯರು ಹಾಗೂ ಮಕ್ಕಳ ಪೋಷಕರು ಹಾಜರಿದ್ದರು. xyxy=(648,545,934,708)
column-divider-main xyxy=(947,128,949,1220)
ganesha-photo-art xyxy=(960,121,1472,475)
article3-column-2: ಎಂ.ಶ್ರೇಯಾ ಕ್ರಿಕೆಟ್ ನಲ್ಲಿ ತನ್ನ ಪ್ರತಿಭೆಯನ್ನು ಅನಾವರಣ ಮಾಡಿದ್ದಾರೆ. ಉತ್ತಮ ಸಾಧನೆ ಮಾಡಲು ಸಹಕರಿಸಿದ ಎಂ.ಶ್ರೇಯಾಳ ಪೋಷಕರಾದ ಶ್ರೀ ಮತ್ತು ಶ್ರೀಮತಿ ರವರನ್ನು ಪ್ರಶಂಸಿಸಿದರು. ಶ್ರೇಯಾಳ ಕ್ರಿಕೆಟ್ ತರಬೇತುದಾರರಾದ ಅಶೋಕ್ ರವರ ಕೊಡುಗೆಯನ್ನು ಹೃದಯದಿಂದ ಅಭಿನಂದಿಸುವುದಾಗಿ ಡಾ.ರುದ್ರಯ್ಯ ಹಿರೇಮಠ್ ಹೇಳಿದರು. ಉತ್ತಮ ಭವಿಷ್ಯ - ಎಂ.ಶ್ರೇಯಾ ತನ್ನ 5 ನೇ ತರಗತಿಯಿಂದಲೇ ಕ್ರಿಕೆಟ್ ನಲ್ಲಿ ಆಸಕ್ತಿ ತೋರುತ್ತಿದ್ದಳು. ಈಕೆ ಒಬ್ಬ ಉತ್ತಮ ಆಟಗಾರ್ತಿಯಾಗಿ ಹೊರಹೊಮ್ಮಲಿದ್ದಾಳೆ ಎಂದು ಹೇಳಿದರು. xyxy=(354,1984,633,2147)
article2-divider xyxy=(41,1469,937,1470)
article4-box xyxy=(41,2290,659,2410)
cooperative-photo-art xyxy=(960,1717,1472,2019)
right-column-divider xyxy=(960,1578,1472,1579)
article1-headline: ಮನುಷ್ಯನ ಬೆಳವಣಿಗೆಗೆ ಪೌಷ್ಠಿಕಾಂಶ ಆಹಾರ ಅಗತ್ಯ - ಭಾಗ್ಯ ಜ್ಯೋತಿ xyxy=(41,127,913,175)
article1-column-2: ಸದುಪಯೋಗಪಡಿಸಿಕೊಳ್ಳಬೇಕೆಂದು ಮನವಿ ಮಾಡಿದರು. ದಂಡಿನ ಶಿವರ ವೃತ್ತದ ಮೇಲ್ವಿಚಾರಕಿ ಹೇಮಲತಾ ಮಾತನಾಡಿ ಮನೆಯಲ್ಲೇ ತಯಾರಿಸುವ ಆಹಾರಗಳನ್ನು ಸ್ವೀಕರಿಸಬೇಕು. ಹಿಂದಿನ ಕಾಲದ ಆಹಾರ ಪದ್ಧತಿ ಉತ್ತಮವಾಗಿದ್ದಂದ ಜನರು ಆರೋಗ್ಯವಂತರಾಗಿದ್ದರು. ಮನೆ ಆಹಾರದಲ್ಲಿ ಆರೋಗ್ಯ ಅಡಗಿದೆ ಎಂದರು. ಕೌಟುಂಬಿಕ ದೌರ್ಜನ್ಯ, ಬಾಲ್ಯವಿವಾಹ ಹಾಗೂ ಪೋಕ್ಸೋ ಕಾಯಿದೆಗಳ ಬಗ್ಗೆ ಮಾಹಿತಿ ನೀಡಿದರು. ಈ ಸಂದರ್ಭದಲ್ಲಿ ಗರ್ಭಿಣಿಯರಿಗೆ ಸೀಮಂತ ಕಾರ್ಯಕ್ರಮ ಮತ್ತು ಮಕ್ಕಳಿಗೆ ಅನ್ನಪ್ರಾಶನ ಕಾರ್ಯಕ್ರಮವನ್ನು xyxy=(354,545,633,708)
